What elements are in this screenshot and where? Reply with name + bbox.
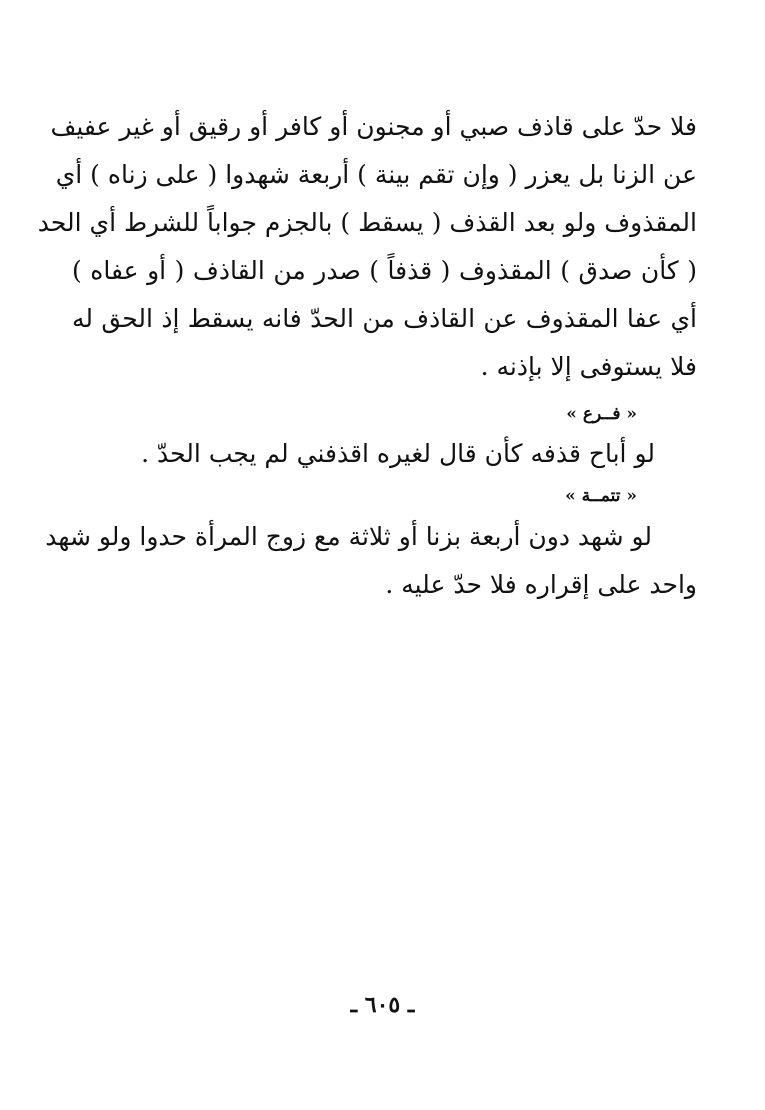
paragraph-line: عن الزنا بل يعزر ( وإن تقم بينة ) أربعة شهدوا ( على زناه ) أي — [55, 160, 697, 189]
paragraph-line: المقذوف ولو بعد القذف ( يسقط ) بالجزم جواباً للشرط أي الحد — [37, 208, 697, 237]
tatimma-paragraph — [45, 513, 697, 609]
paragraph-line: لو شهد دون أربعة بزنا أو ثلاثة مع زوج المرأة حدوا ولو شهد — [45, 522, 652, 551]
paragraph-line: أي عفا المقذوف عن القاذف من الحدّ فانه يسقط إذ الحق له — [72, 304, 697, 333]
paragraph-line: فلا حدّ على قاذف صبي أو مجنون أو كافر أو رقيق أو غير عفيف — [50, 112, 697, 141]
paragraph-line: فلا يستوفى إلا بإذنه . — [480, 352, 697, 381]
far-paragraph: لو أباح قذفه كأن قال لغيره اقذفني لم يجب الحدّ . — [141, 439, 655, 468]
section-heading-far: « فــرع » — [566, 404, 637, 424]
main-paragraph — [37, 103, 697, 391]
section-heading-tatimma: « تتمــة » — [565, 486, 637, 506]
paragraph-line: ( كأن صدق ) المقذوف ( قذفاً ) صدر من القاذف ( أو عفاه ) — [72, 256, 697, 285]
paragraph-line: واحد على إقراره فلا حدّ عليه . — [385, 570, 697, 599]
page-number: ـ ٦٠٥ ـ — [350, 992, 415, 1018]
